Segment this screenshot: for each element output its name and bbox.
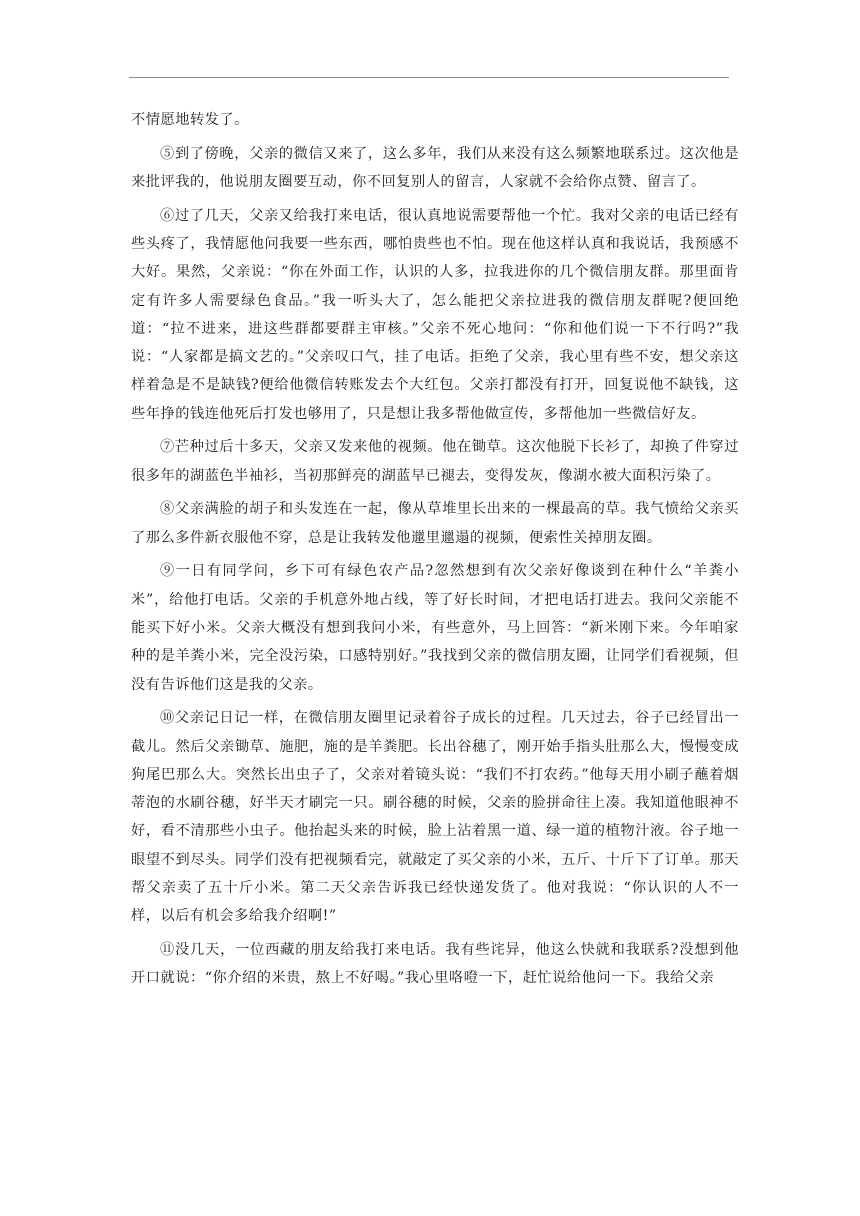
paragraph-9: ⑨一日有同学问，乡下可有绿色农产品?忽然想到有次父亲好像谈到在种什么“羊粪小米”，给他打电话。父亲的手机意外地占线，等了好长时间，才把电话打进去。我问父亲能不能买下好小米。父亲大概没有想到我问小米，有些意外，马上回答：“新米刚下来。今年咱家种的是羊粪小米，完全没污染，口感特别好。”我找到父亲的微信朋友圈，让同学们看视频，但没有告诉他们这是我的父亲。 — [131, 563, 739, 693]
paragraph-6: ⑥过了几天，父亲又给我打来电话，很认真地说需要帮他一个忙。我对父亲的电话已经有些头疼了，我情愿他问我要一些东西，哪怕贵些也不怕。现在他这样认真和我说话，我预感不大好。果然，父亲说：“你在外面工作，认识的人多，拉我进你的几个微信朋友群。那里面肯定有许多人需要绿色食品。”我一听头大了，怎么能把父亲拉进我的微信朋友群呢?便回绝道：“拉不进来，进这些群都要群主审核。”父亲不死心地问：“你和他们说一下不行吗?”我说：“人家都是搞文艺的。”父亲叹口气，挂了电话。拒绝了父亲，我心里有些不安，想父亲这样着急是不是缺钱?便给他微信转账发去个大红包。父亲打都没有打开，回复说他不缺钱，这些年挣的钱连他死后打发也够用了，只是想让我多帮他做宣传，多帮他加一些微信好友。 — [131, 207, 739, 422]
paragraph-5: ⑤到了傍晚，父亲的微信又来了，这么多年，我们从来没有这么频繁地联系过。这次他是来批评我的，他说朋友圈要互动，你不回复别人的留言，人家就不会给你点赞、留言了。 — [131, 145, 739, 190]
header-rule — [129, 77, 729, 78]
paragraph-continuation: 不情愿地转发了。 — [131, 112, 249, 128]
paragraph-7: ⑦芒种过后十多天，父亲又发来他的视频。他在锄草。这次他脱下长衫了，却换了件穿过很多年的湖蓝色半袖衫，当初那鲜亮的湖蓝早已褪去，变得发灰，像湖水被大面积污染了。 — [131, 439, 739, 484]
paragraph-8: ⑧父亲满脸的胡子和头发连在一起，像从草堆里长出来的一棵最高的草。我气愤给父亲买了那么多件新衣服他不穿，总是让我转发他邋里邋遢的视频，便索性关掉朋友圈。 — [131, 501, 739, 546]
article-body — [131, 106, 739, 998]
paragraph-11: ⑪没几天，一位西藏的朋友给我打来电话。我有些诧异，他这么快就和我联系?没想到他开口就说：“你介绍的米贵，熬上不好喝。”我心里咯噔一下，赶忙说给他问一下。我给父亲 — [131, 942, 739, 987]
paragraph-10: ⑩父亲记日记一样，在微信朋友圈里记录着谷子成长的过程。几天过去，谷子已经冒出一截儿。然后父亲锄草、施肥，施的是羊粪肥。长出谷穗了，刚开始手指头肚那么大，慢慢变成狗尾巴那么大。突然长出虫子了，父亲对着镜头说：“我们不打农药。”他每天用小刷子蘸着烟蒂泡的水刷谷穗，好半天才刷完一只。刷谷穗的时候，父亲的脸拼命往上凑。我知道他眼神不好，看不清那些小虫子。他抬起头来的时候，脸上沾着黑一道、绿一道的植物汁液。谷子地一眼望不到尽头。同学们没有把视频看完，就敲定了买父亲的小米，五斤、十斤下了订单。那天帮父亲卖了五十斤小米。第二天父亲告诉我已经快递发货了。他对我说：“你认识的人不一样，以后有机会多给我介绍啊!” — [131, 710, 739, 925]
